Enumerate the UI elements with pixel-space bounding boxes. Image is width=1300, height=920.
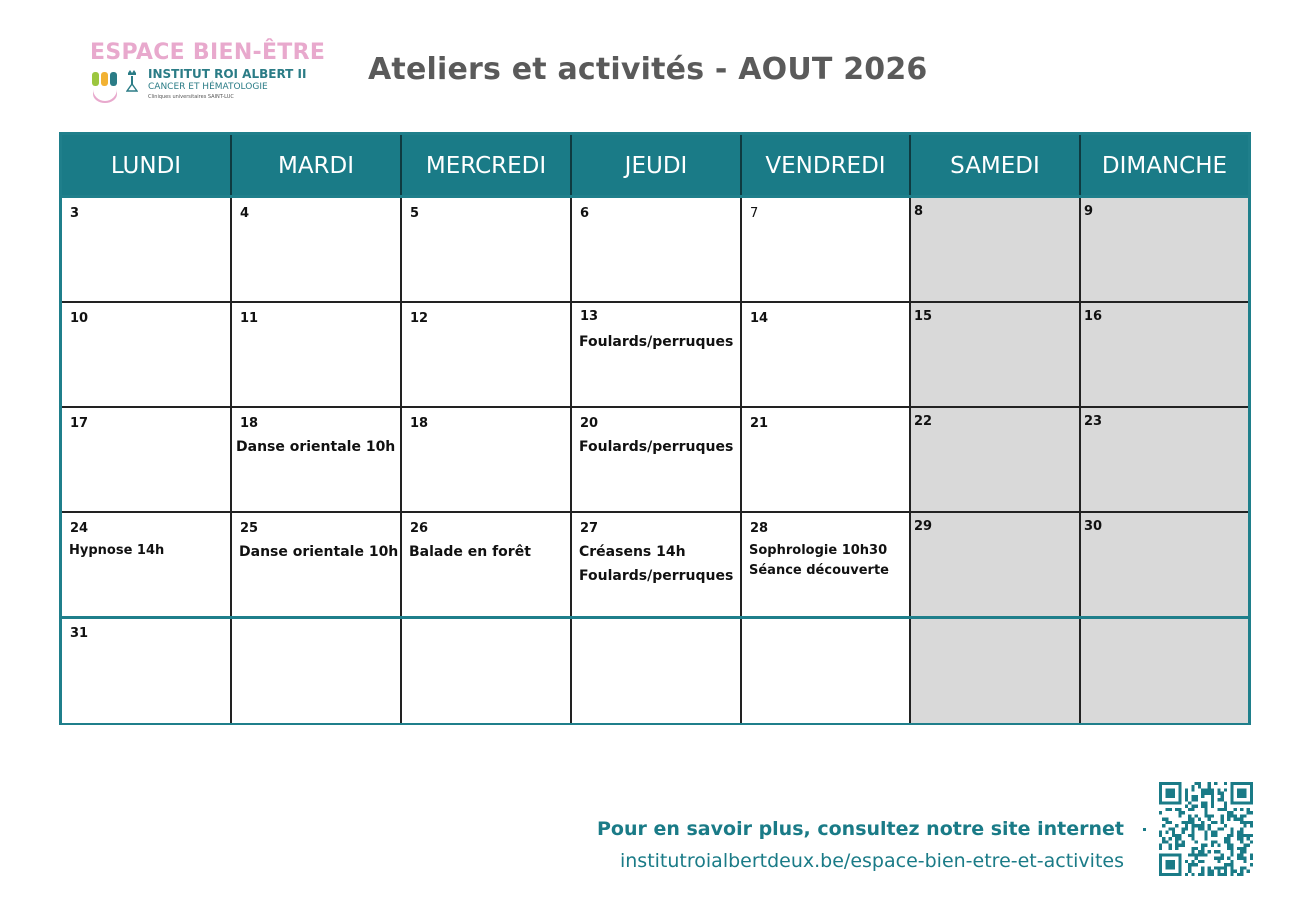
day-cell bbox=[232, 408, 402, 513]
event-label: Foulards/perruques bbox=[579, 568, 734, 584]
day-number: 24 bbox=[70, 521, 89, 536]
day-cell bbox=[232, 303, 402, 408]
day-cell bbox=[62, 198, 232, 303]
day-cell bbox=[62, 618, 232, 723]
weekday-6: SAMEDI bbox=[911, 135, 1081, 195]
footer-info-text: Pour en savoir plus, consultez notre site internet bbox=[596, 818, 1124, 840]
weekday-4: JEUDI bbox=[572, 135, 742, 195]
day-number: 3 bbox=[70, 206, 80, 221]
day-cell bbox=[742, 408, 911, 513]
day-cell bbox=[232, 513, 402, 618]
day-number: 21 bbox=[750, 416, 769, 431]
day-cell bbox=[62, 303, 232, 408]
day-cell bbox=[572, 198, 742, 303]
day-cell bbox=[1081, 198, 1248, 303]
weekday-7: DIMANCHE bbox=[1101, 153, 1228, 179]
day-cell bbox=[402, 513, 572, 618]
event-label: Séance découverte bbox=[749, 563, 890, 578]
logo-institute-subtitle: CANCER ET HÉMATOLOGIE bbox=[148, 82, 268, 92]
day-number: 8 bbox=[914, 204, 924, 219]
day-number: 13 bbox=[580, 309, 599, 324]
event-label: Créasens 14h bbox=[579, 544, 686, 560]
day-number: 5 bbox=[410, 206, 420, 221]
day-cell bbox=[402, 408, 572, 513]
day-number: 12 bbox=[410, 311, 429, 326]
day-number: 27 bbox=[580, 521, 599, 536]
day-number: 16 bbox=[1084, 309, 1103, 324]
day-cell bbox=[742, 618, 911, 723]
day-number: 30 bbox=[1084, 519, 1103, 534]
day-number: 4 bbox=[240, 206, 250, 221]
day-cell bbox=[742, 303, 911, 408]
brand-logo bbox=[88, 40, 328, 106]
day-number: 25 bbox=[240, 521, 259, 536]
day-cell bbox=[1081, 513, 1248, 618]
day-number: 23 bbox=[1084, 414, 1103, 429]
event-label: Foulards/perruques bbox=[579, 439, 734, 455]
event-label: Balade en forêt bbox=[409, 544, 531, 560]
weekday-header bbox=[62, 135, 1248, 198]
day-cell bbox=[911, 408, 1081, 513]
day-cell bbox=[402, 618, 572, 723]
day-cell bbox=[911, 513, 1081, 618]
day-number: 15 bbox=[914, 309, 933, 324]
event-label: Hypnose 14h bbox=[69, 543, 165, 558]
day-number: 29 bbox=[914, 519, 933, 534]
event-label: Sophrologie 10h30 bbox=[749, 543, 888, 558]
page-title: Ateliers et activités - AOUT 2026 bbox=[368, 52, 928, 87]
day-cell bbox=[911, 303, 1081, 408]
day-number: 22 bbox=[914, 414, 933, 429]
day-cell bbox=[911, 198, 1081, 303]
day-cell bbox=[572, 513, 742, 618]
day-cell bbox=[742, 513, 911, 618]
crown-crest-icon bbox=[126, 69, 138, 93]
day-cell bbox=[742, 198, 911, 303]
weekday-3: MERCREDI bbox=[402, 135, 572, 195]
logo-mark-icon bbox=[90, 70, 120, 104]
day-cell bbox=[62, 513, 232, 618]
weekday-1: LUNDI bbox=[62, 135, 232, 195]
day-cell bbox=[232, 618, 402, 723]
weekday-2: MARDI bbox=[232, 135, 402, 195]
day-number: 31 bbox=[70, 626, 89, 641]
day-number: 9 bbox=[1084, 204, 1094, 219]
day-cell bbox=[232, 198, 402, 303]
qr-code-icon[interactable] bbox=[1159, 782, 1253, 876]
week-separator bbox=[62, 616, 1248, 619]
monthly-calendar bbox=[59, 132, 1251, 725]
day-number: 7 bbox=[750, 206, 759, 221]
day-number: 18 bbox=[240, 416, 259, 431]
event-label: Danse orientale 10h bbox=[239, 544, 399, 560]
logo-institute-name: INSTITUT ROI ALBERT II bbox=[148, 67, 307, 81]
day-cell bbox=[62, 408, 232, 513]
day-cell bbox=[572, 303, 742, 408]
day-cell bbox=[572, 408, 742, 513]
day-number: 14 bbox=[750, 311, 769, 326]
logo-brand-text: ESPACE BIEN-ÊTRE bbox=[90, 40, 326, 65]
day-cell bbox=[402, 303, 572, 408]
day-cell bbox=[1081, 303, 1248, 408]
day-number: 17 bbox=[70, 416, 89, 431]
day-number: 10 bbox=[70, 311, 89, 326]
website-link[interactable]: institutroialbertdeux.be/espace-bien-etre-et-activites bbox=[619, 850, 1124, 872]
day-cell bbox=[402, 198, 572, 303]
event-label: Foulards/perruques bbox=[579, 334, 734, 350]
weekday-5: VENDREDI bbox=[742, 135, 911, 195]
day-number: 18 bbox=[410, 416, 429, 431]
day-number: 26 bbox=[410, 521, 429, 536]
day-number: 11 bbox=[240, 311, 259, 326]
day-cell bbox=[1081, 408, 1248, 513]
day-number: 6 bbox=[580, 206, 590, 221]
logo-clinic-name: Cliniques universitaires SAINT-LUC bbox=[148, 94, 234, 100]
day-cell bbox=[572, 618, 742, 723]
day-number: 20 bbox=[580, 416, 599, 431]
day-cell bbox=[911, 618, 1081, 723]
event-label: Danse orientale 10h bbox=[236, 439, 396, 455]
footer-dot bbox=[1143, 828, 1146, 831]
day-number: 28 bbox=[750, 521, 769, 536]
day-cell bbox=[1081, 618, 1248, 723]
